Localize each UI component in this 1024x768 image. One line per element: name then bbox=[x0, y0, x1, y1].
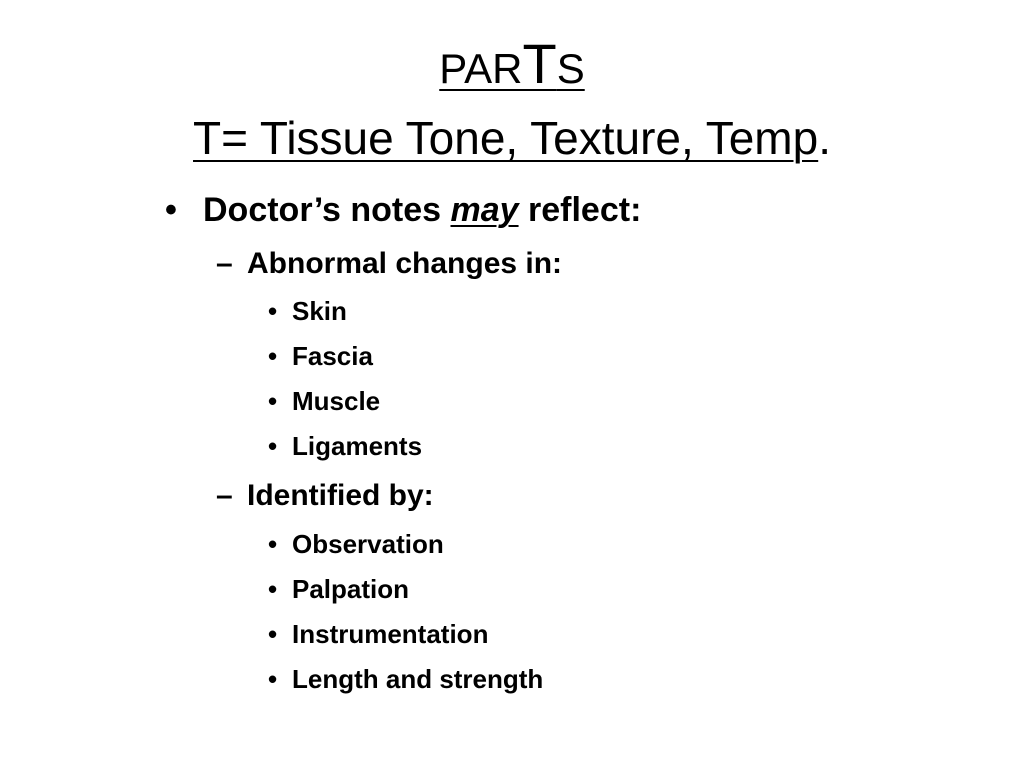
list-item-text: Length and strength bbox=[292, 664, 544, 694]
list-item-text: Skin bbox=[292, 296, 347, 326]
slide-title-acronym bbox=[0, 28, 1024, 100]
main-bullet-pre: Doctor’s notes bbox=[203, 191, 442, 229]
list-item bbox=[268, 618, 488, 650]
dash-mark: – bbox=[216, 479, 233, 512]
bullet-mark: • bbox=[268, 341, 278, 371]
dash-mark: – bbox=[216, 247, 233, 280]
list-item bbox=[268, 385, 380, 417]
slide-title-subtitle bbox=[0, 106, 1024, 170]
list-item-text: Muscle bbox=[292, 386, 381, 416]
bullet-mark: • bbox=[268, 619, 278, 649]
list-item bbox=[268, 528, 444, 560]
list-item bbox=[268, 340, 373, 372]
bullet-mark: • bbox=[268, 529, 278, 559]
list-item-text: Fascia bbox=[292, 341, 373, 371]
list-item-text: Ligaments bbox=[292, 431, 423, 461]
section-heading bbox=[216, 246, 562, 282]
bullet-mark: • bbox=[165, 191, 177, 229]
main-bullet-emphasis: may bbox=[450, 191, 519, 229]
bullet-mark: • bbox=[268, 386, 278, 416]
section-heading bbox=[216, 478, 434, 514]
list-item bbox=[268, 295, 347, 327]
section-heading-text: Abnormal changes in: bbox=[247, 247, 563, 280]
list-item-text: Palpation bbox=[292, 574, 410, 604]
subtitle-period: . bbox=[818, 112, 831, 164]
list-item-text: Instrumentation bbox=[292, 619, 489, 649]
acronym-underlined bbox=[439, 32, 585, 95]
list-item bbox=[268, 573, 409, 605]
subtitle-underlined-text: T= Tissue Tone, Texture, Temp bbox=[193, 112, 819, 164]
main-bullet bbox=[165, 190, 641, 230]
list-item bbox=[268, 430, 422, 462]
acronym-prefix: PAR bbox=[439, 45, 523, 92]
bullet-mark: • bbox=[268, 431, 278, 461]
acronym-suffix: S bbox=[556, 45, 585, 92]
bullet-mark: • bbox=[268, 574, 278, 604]
list-item bbox=[268, 663, 543, 695]
list-item-text: Observation bbox=[292, 529, 444, 559]
section-heading-text: Identified by: bbox=[247, 479, 434, 512]
bullet-mark: • bbox=[268, 664, 278, 694]
bullet-mark: • bbox=[268, 296, 278, 326]
main-bullet-post: reflect: bbox=[528, 191, 642, 229]
acronym-highlight-letter: T bbox=[522, 32, 557, 95]
